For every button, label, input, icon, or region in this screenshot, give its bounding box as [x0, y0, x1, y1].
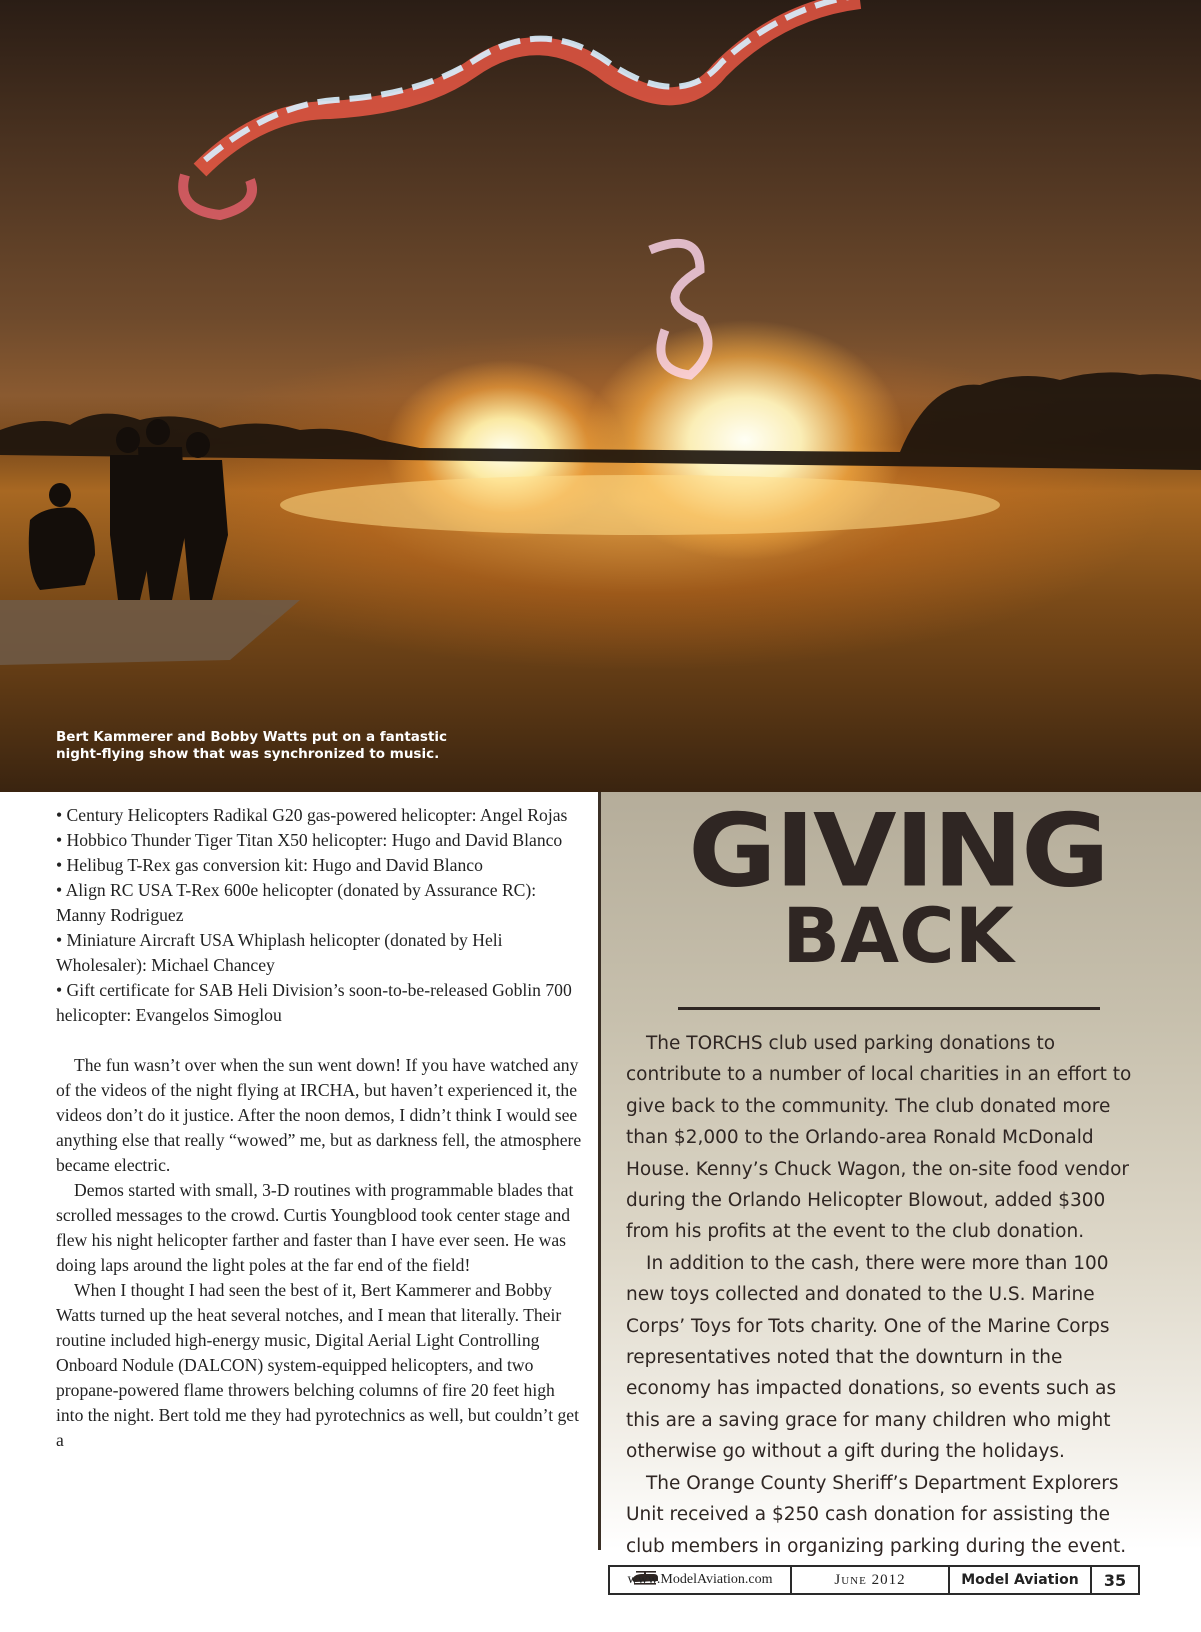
photo-caption: Bert Kammerer and Bobby Watts put on a fantastic night-flying show that was synchronized to music.: [56, 729, 448, 762]
sidebar-title-line2: BACK: [782, 891, 1014, 980]
sidebar-paragraph: The TORCHS club used parking donations to contribute to a number of local charities in an effort to give back to the community. The club donated more than $2,000 to the Orlando-area Ronald McDonald House. Kenny’s Chuck Wagon, the on-site food vendor during the Orlando Helicopter Blowout, added $300 from his profits at the event to the club donation.: [626, 1033, 1132, 1243]
footer-magazine-name: Model Aviation: [950, 1567, 1092, 1593]
helicopter-light-trail: [650, 243, 708, 375]
sidebar-paragraph-text: The Orange County Sheriff’s Department Explorers Unit received a $250 cash donation for assisting the club members in organizing parking during the event.: [626, 1472, 1127, 1557]
concrete-pad: [0, 600, 300, 665]
light-trail-loop: [183, 175, 252, 215]
footer-page-number: 35: [1103, 1570, 1127, 1590]
sidebar-title-line1: GIVING: [688, 793, 1108, 910]
article-paragraph: When I thought I had seen the best of it, Bert Kammerer and Bobby Watts turned up the heat several notches, and I mean that literally. Their routine included high-energy music, Digital Aerial Light Controlling Onboard Nodule (DALCON) system-equipped helicopters, and two propane-powered flame throwers belching columns of fire 20 feet high into the night. Bert told me they had pyrotechnics as well, but couldn’t get a: [56, 1280, 579, 1450]
photo-scene: [0, 0, 1201, 792]
prize-list-item: • Miniature Aircraft USA Whiplash helicopter (donated by Heli Wholesaler): Michael Chancey: [56, 930, 503, 975]
prize-list-item: • Helibug T-Rex gas conversion kit: Hugo and David Blanco: [56, 855, 483, 875]
prize-list-item: • Align RC USA T-Rex 600e helicopter (donated by Assurance RC): Manny Rodriguez: [56, 880, 537, 925]
sidebar-body: [626, 1028, 1146, 1593]
article-left-column: [56, 803, 584, 1453]
footer-url: www.ModelAviation.com: [610, 1567, 792, 1593]
article-paragraph: Demos started with small, 3-D routines with programmable blades that scrolled messages to the crowd. Curtis Youngblood took center stage and flew his night helicopter farther and faster than I have ever seen. He was doing laps around the light poles at the far end of the field!: [56, 1180, 574, 1275]
paragraph-gap: [56, 1028, 584, 1053]
footer-date: June 2012: [792, 1567, 950, 1593]
light-trail-red: [200, 0, 860, 170]
article-paragraph: The fun wasn’t over when the sun went down! If you have watched any of the videos of the night flying at IRCHA, but haven’t experienced it, the videos don’t do it justice. After the noon demos, I didn’t think I would see anything else that really “wowed” me, but as darkness fell, the atmosphere became electric.: [56, 1055, 582, 1175]
sidebar-title-rule: [678, 1007, 1100, 1010]
page-footer: [608, 1565, 1140, 1595]
ground-glow: [280, 475, 1000, 535]
night-flying-photo: [0, 0, 1201, 792]
light-trail-white: [205, 0, 862, 160]
prize-list-item: • Hobbico Thunder Tiger Titan X50 helicopter: Hugo and David Blanco: [56, 830, 563, 850]
sidebar-paragraph: In addition to the cash, there were more than 100 new toys collected and donated to the U.S. Marine Corps’ Toys for Tots charity. One of the Marine Corps representatives noted that the downturn in the economy has impacted donations, so events such as this are a saving grace for many children who might otherwise go without a gift during the holidays.: [626, 1252, 1117, 1463]
prize-list-item: • Century Helicopters Radikal G20 gas-powered helicopter: Angel Rojas: [56, 805, 568, 825]
prize-list-item: • Gift certificate for SAB Heli Division’s soon-to-be-released Goblin 700 helicopter: Evangelos Simoglou: [56, 980, 572, 1025]
